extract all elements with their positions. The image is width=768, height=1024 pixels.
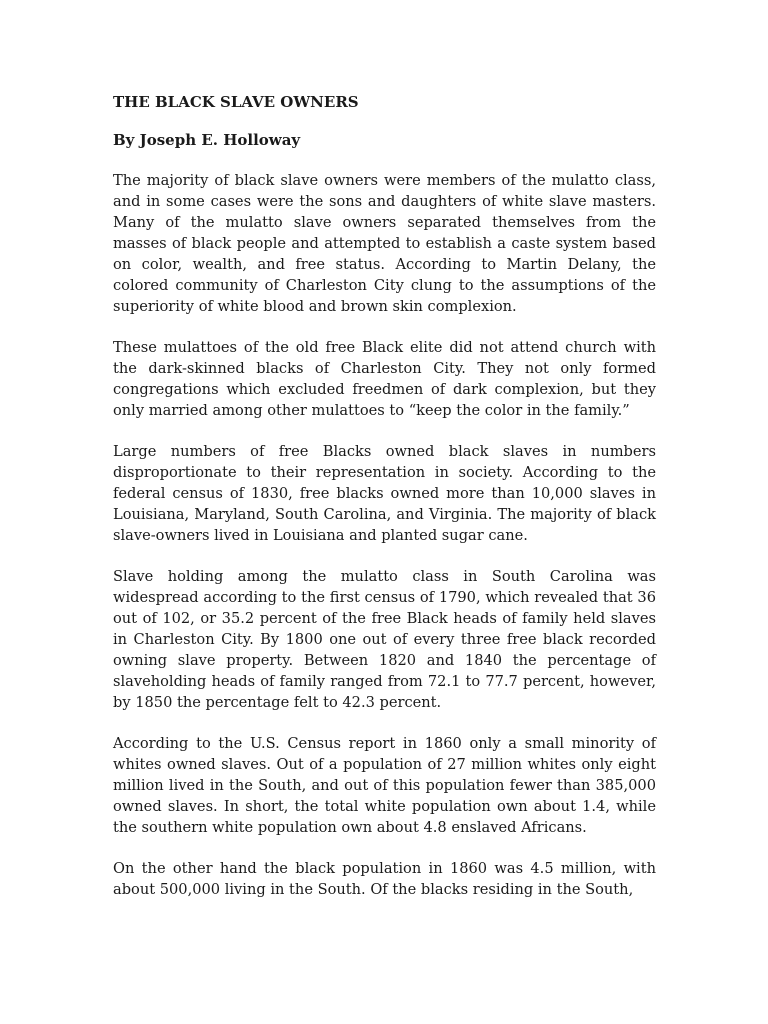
paragraph: On the other hand the black population in 1860 was 4.5 million, with about 500,000 living in the South. Of the blacks residing in the South, [113,860,656,898]
paragraph: According to the U.S. Census report in 1860 only a small minority of whites owned slaves. Out of a population of 27 million whites only eight million lived in the South, and out of this population fewer than 385,000 owned slaves. In short, the total white population own about 1.4, while the southern white population own about 4.8 enslaved Africans. [113,735,656,836]
paragraph: Slave holding among the mulatto class in South Carolina was widespread according to the first census of 1790, which revealed that 36 out of 102, or 35.2 percent of the free Black heads of family held slaves in Charleston City. By 1800 one out of every three free black recorded owning slave property. Between 1820 and 1840 the percentage of slaveholding heads of family ranged from 72.1 to 77.7 percent, however, by 1850 the percentage felt to 42.3 percent. [113,568,656,711]
document-body [113,92,656,920]
paragraph: Large numbers of free Blacks owned black slaves in numbers disproportionate to their representation in society. According to the federal census of 1830, free blacks owned more than 10,000 slaves in Louisiana, Maryland, South Carolina, and Virginia. The majority of black slave-owners lived in Louisiana and planted sugar cane. [113,443,656,544]
paragraph: The majority of black slave owners were members of the mulatto class, and in some cases were the sons and daughters of white slave masters. Many of the mulatto slave owners separated themselves from the masses of black people and attempted to establish a caste system based on color, wealth, and free status. According to Martin Delany, the colored community of Charleston City clung to the assumptions of the superiority of white blood and brown skin complexion. [113,172,656,315]
paragraph: These mulattoes of the old free Black elite did not attend church with the dark-skinned blacks of Charleston City. They not only formed congregations which excluded freedmen of dark complexion, but they only married among other mulattoes to “keep the color in the family.” [113,339,656,419]
document-byline: By Joseph E. Holloway [113,131,301,149]
document-title: THE BLACK SLAVE OWNERS [113,93,359,111]
